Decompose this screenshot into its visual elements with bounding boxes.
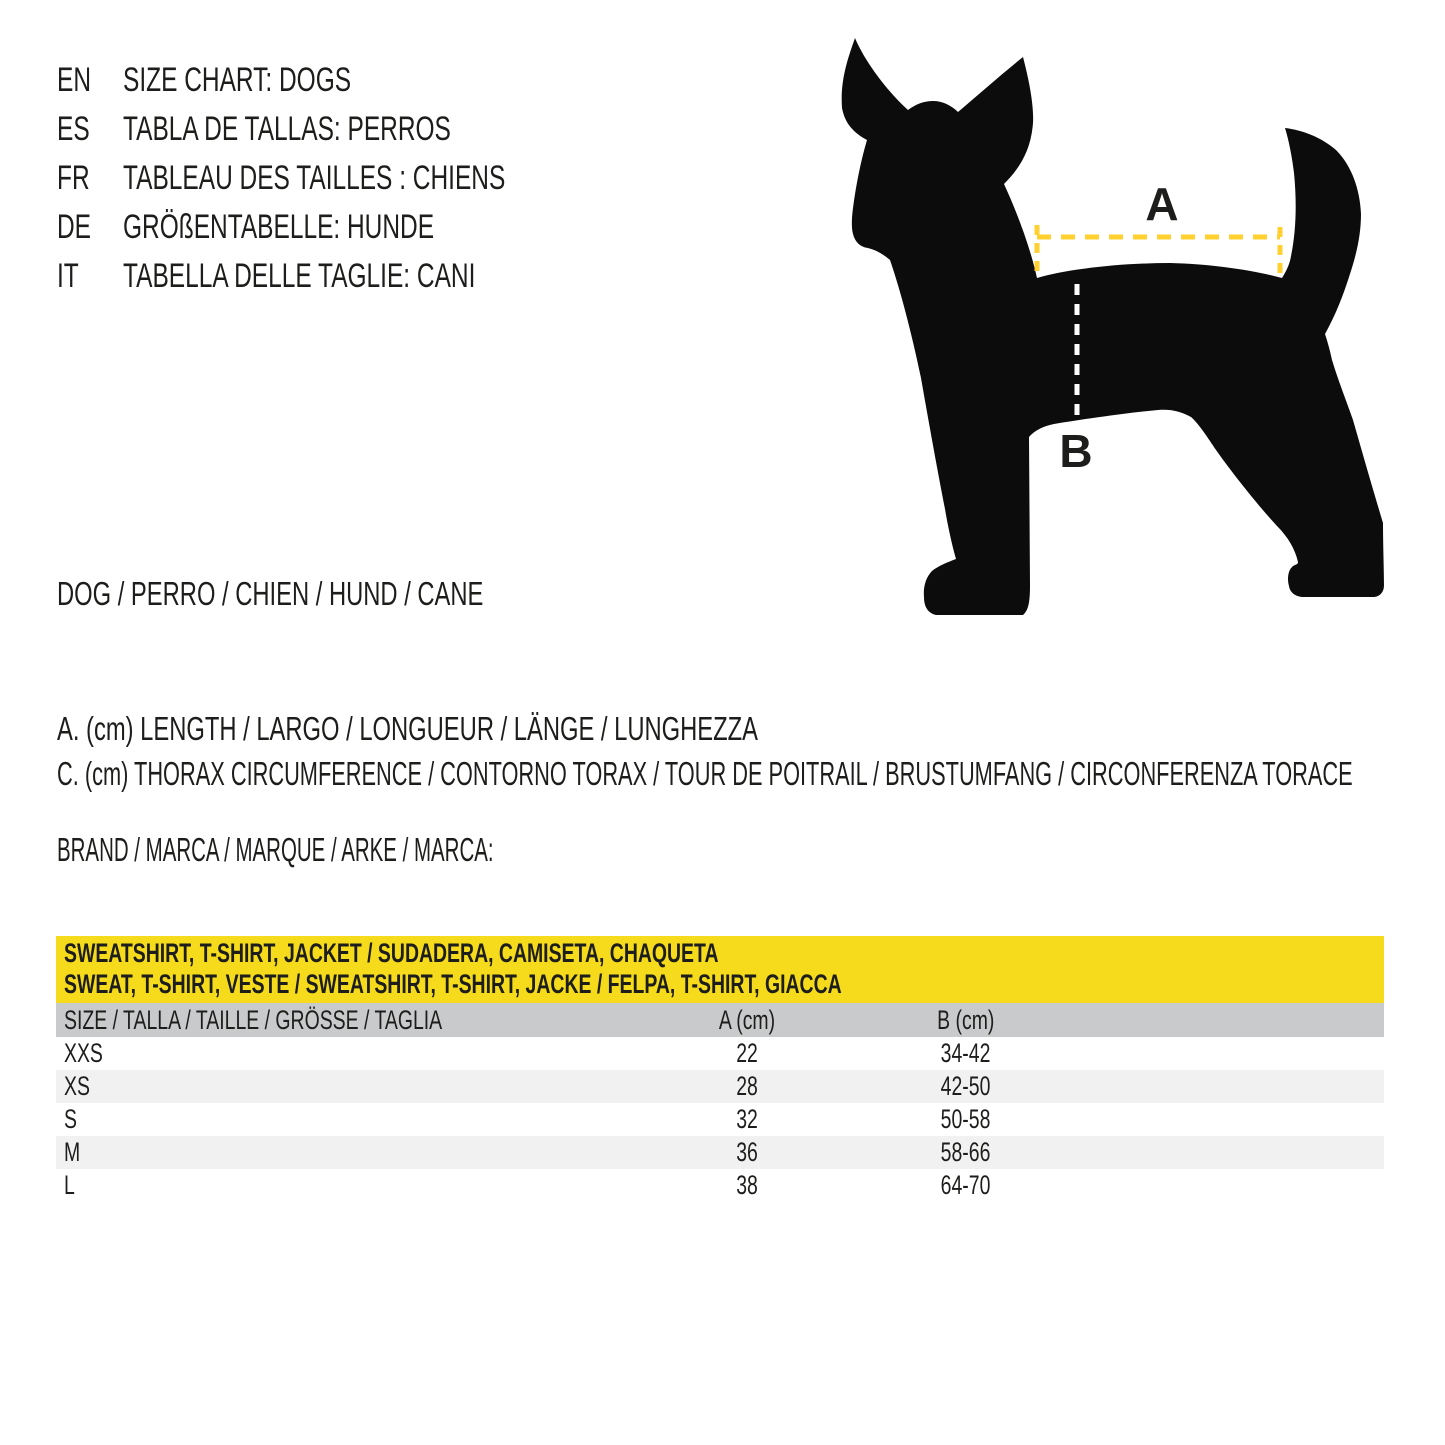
- table-header-row: [56, 1003, 1384, 1037]
- language-code: IT: [57, 257, 79, 295]
- language-code: FR: [57, 159, 90, 197]
- b-cm-cell: 58-66: [940, 1137, 991, 1167]
- chart-title: TABELLA DELLE TAGLIE: CANI: [123, 257, 476, 295]
- table-row-s: [56, 1103, 1384, 1136]
- size-table: [56, 936, 1384, 1202]
- a-cm-cell: 36: [735, 1137, 758, 1167]
- chart-title: TABLA DE TALLAS: PERROS: [123, 110, 451, 148]
- size-cell: XS: [64, 1071, 90, 1101]
- measurement-legend-line-c: [57, 751, 1445, 796]
- garment-banner-line-1: [64, 938, 1384, 969]
- measurement-legend-line-a: [57, 706, 1445, 751]
- column-header-a-cm: A (cm): [718, 1004, 775, 1035]
- column-header-b-cm: B (cm): [937, 1004, 995, 1035]
- measurement-legend-text: A. (cm) LENGTH / LARGO / LONGUEUR / LÄNGE / LUNGHEZZA: [57, 709, 759, 747]
- table-row-xs: [56, 1070, 1384, 1103]
- a-cm-cell: 38: [735, 1170, 758, 1200]
- column-header-size: SIZE / TALLA / TAILLE / GRÖSSE / TAGLIA: [64, 1004, 443, 1035]
- size-cell: XXS: [64, 1038, 103, 1068]
- animal-caption: [57, 574, 649, 614]
- a-cm-cell: 32: [735, 1104, 758, 1134]
- chest-marker-label: B: [1059, 425, 1093, 477]
- language-code: EN: [57, 61, 92, 99]
- garment-banner-text: SWEAT, T-SHIRT, VESTE / SWEATSHIRT, T-SHIRT, JACKE / FELPA, T-SHIRT, GIACCA: [64, 969, 842, 999]
- size-cell: M: [64, 1137, 81, 1167]
- b-cm-cell: 34-42: [940, 1038, 991, 1068]
- language-code: ES: [57, 110, 90, 148]
- size-cell: S: [64, 1104, 77, 1134]
- animal-caption-text: DOG / PERRO / CHIEN / HUND / CANE: [57, 575, 484, 612]
- size-cell: L: [64, 1170, 75, 1200]
- brand-line-text: BRAND / MARCA / MARQUE / ARKE / MARCA:: [57, 831, 494, 868]
- dog-silhouette: [842, 38, 1384, 615]
- language-row-fr: [57, 154, 654, 203]
- garment-banner: [56, 936, 1384, 1003]
- b-cm-cell: 42-50: [940, 1071, 991, 1101]
- table-row-m: [56, 1136, 1384, 1169]
- garment-banner-text: SWEATSHIRT, T-SHIRT, JACKET / SUDADERA, CAMISETA, CHAQUETA: [64, 938, 719, 968]
- brand-line: [57, 830, 761, 870]
- b-cm-cell: 64-70: [940, 1170, 991, 1200]
- table-row-xxs: [56, 1037, 1384, 1070]
- chart-title: TABLEAU DES TAILLES : CHIENS: [123, 159, 506, 197]
- language-row-de: [57, 203, 654, 252]
- measurement-legend: [57, 706, 1445, 796]
- chart-title: GRÖßENTABELLE: HUNDE: [123, 208, 435, 246]
- language-row-it: [57, 252, 654, 301]
- language-title-block: [57, 56, 654, 301]
- a-cm-cell: 22: [735, 1038, 758, 1068]
- garment-banner-line-2: [64, 969, 1384, 1000]
- a-cm-cell: 28: [735, 1071, 758, 1101]
- measurement-legend-text: C. (cm) THORAX CIRCUMFERENCE / CONTORNO TORAX / TOUR DE POITRAIL / BRUSTUMFANG / CIRCONFERENZA TORACE: [57, 754, 1353, 792]
- b-cm-cell: 50-58: [940, 1104, 991, 1134]
- dog-measurement-diagram: [820, 20, 1420, 660]
- chart-title: SIZE CHART: DOGS: [123, 61, 352, 99]
- language-code: DE: [57, 208, 92, 246]
- table-row-l: [56, 1169, 1384, 1202]
- language-row-en: [57, 56, 654, 105]
- length-marker-label: A: [1145, 178, 1179, 230]
- language-row-es: [57, 105, 654, 154]
